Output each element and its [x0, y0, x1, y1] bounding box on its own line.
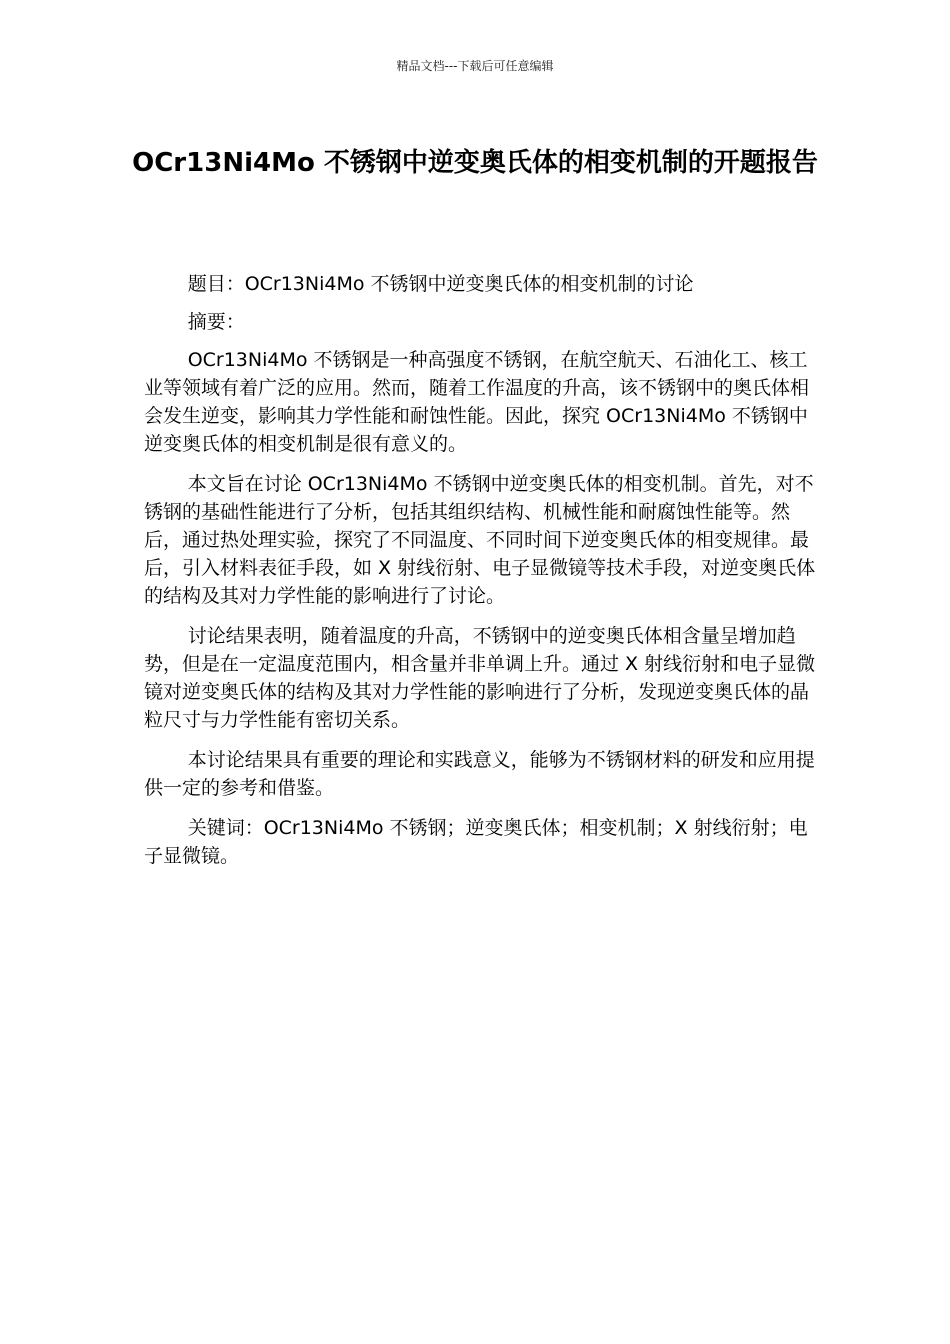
topic-line: 题目：OCr13Ni4Mo 不锈钢中逆变奥氏体的相变机制的讨论	[187, 273, 694, 295]
document-body	[144, 270, 816, 882]
abstract-paragraph: 本讨论结果具有重要的理论和实践意义，能够为不锈钢材料的研发和应用提供一定的参考和借鉴。	[144, 749, 815, 799]
abstract-paragraph: 讨论结果表明，随着温度的升高，不锈钢中的逆变奥氏体相含量呈增加趋势，但是在一定温度范围内，相含量并非单调上升。通过 X 射线衍射和电子显微镜对逆变奥氏体的结构及其对力学性能的影响进行了分析，发现逆变奥氏体的晶粒尺寸与力学性能有密切关系。	[144, 625, 816, 731]
abstract-label: 摘要：	[187, 311, 245, 333]
keywords-line: 关键词：OCr13Ni4Mo 不锈钢；逆变奥氏体；相变机制；X 射线衍射；电子显微镜。	[144, 817, 808, 867]
abstract-paragraph: 本文旨在讨论 OCr13Ni4Mo 不锈钢中逆变奥氏体的相变机制。首先，对不锈钢的基础性能进行了分析，包括其组织结构、机械性能和耐腐蚀性能等。然后，通过热处理实验，探究了不同温度、不同时间下逆变奥氏体的相变规律。最后，引入材料表征手段，如 X 射线衍射、电子显微镜等技术手段，对逆变奥氏体的结构及其对力学性能的影响进行了讨论。	[144, 473, 816, 607]
abstract-paragraph: OCr13Ni4Mo 不锈钢是一种高强度不锈钢，在航空航天、石油化工、核工业等领域有着广泛的应用。然而，随着工作温度的升高，该不锈钢中的奥氏体相会发生逆变，影响其力学性能和耐蚀性能。因此，探究 OCr13Ni4Mo 不锈钢中逆变奥氏体的相变机制是很有意义的。	[144, 349, 810, 455]
header-note: 精品文档---下载后可任意编辑	[396, 59, 554, 73]
document-title: OCr13Ni4Mo 不锈钢中逆变奥氏体的相变机制的开题报告	[132, 148, 818, 178]
